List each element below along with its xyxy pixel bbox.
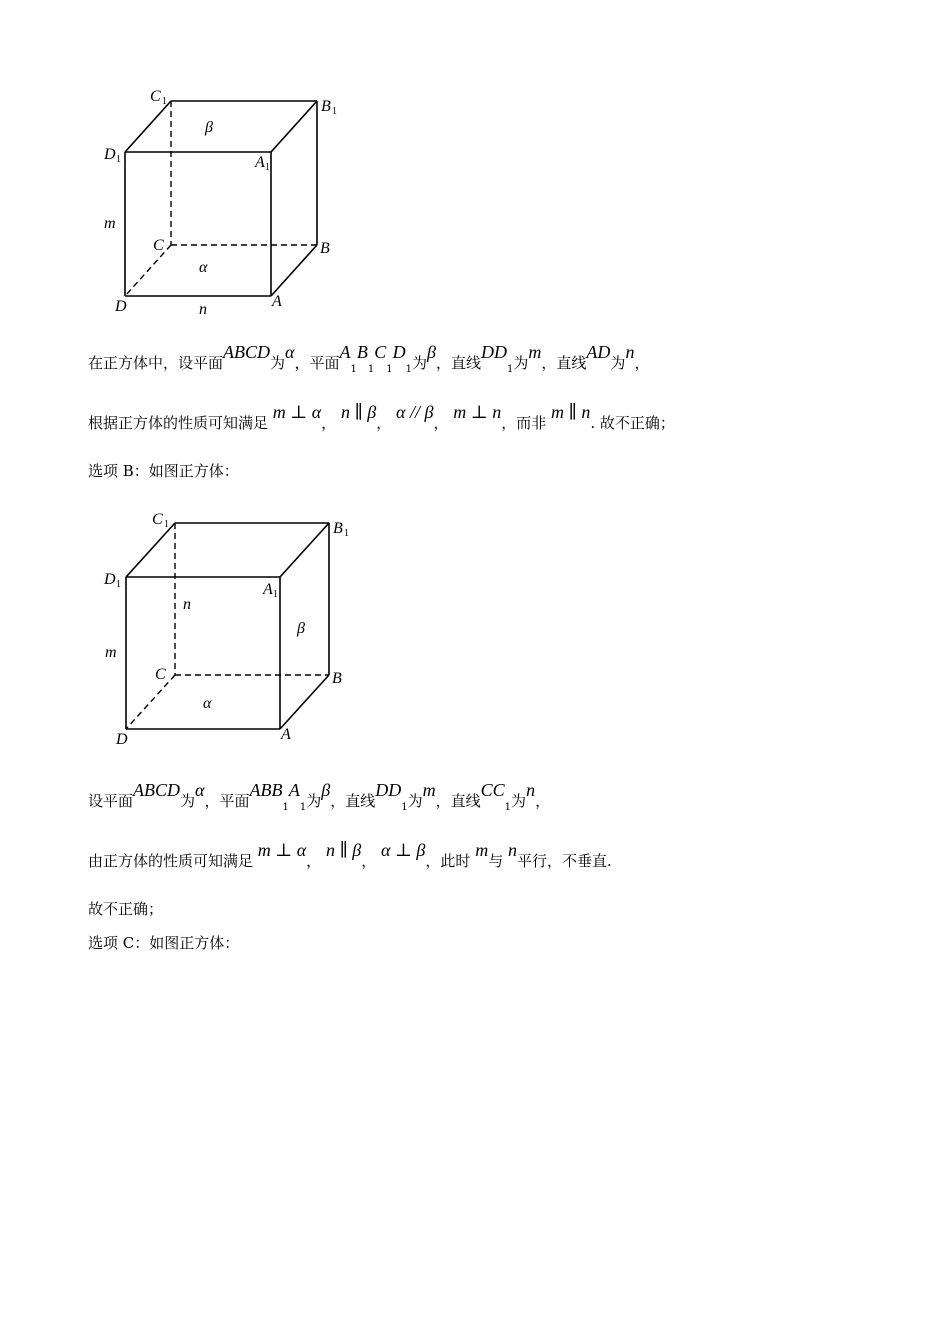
label-D1-sub: 1 xyxy=(116,579,121,590)
edge-CD-hidden xyxy=(125,245,171,296)
label-C1-sub: 1 xyxy=(164,519,169,530)
text-line-2: 根据正方体的性质可知满足 m ⊥ α， n ∥ β， α // β， m ⊥ n，而非 m ∥ n. 故不正确； xyxy=(88,402,675,432)
edge-C1D1 xyxy=(125,101,171,152)
text-line-7: 选项 C：如图正方体： xyxy=(88,934,240,952)
label-beta: β xyxy=(297,620,305,637)
label-B: B xyxy=(332,670,342,687)
label-B1-sub: 1 xyxy=(332,106,337,117)
text-line-3: 选项 B：如图正方体： xyxy=(88,462,239,480)
label-C: C xyxy=(155,666,166,683)
text-line-5: 由正方体的性质可知满足 m ⊥ α， n ∥ β， α ⊥ β，此时 m与 n平行，不垂直. xyxy=(88,840,612,870)
edge-AB xyxy=(280,675,329,729)
text-line-6: 故不正确； xyxy=(88,900,164,918)
label-n: n xyxy=(183,596,191,613)
label-m: m xyxy=(105,644,117,661)
label-D1: D xyxy=(104,146,116,163)
edge-B1A1 xyxy=(271,101,317,152)
label-B1: B xyxy=(321,98,331,115)
label-n: n xyxy=(199,301,207,318)
label-A1-sub: 1 xyxy=(265,162,270,173)
label-D: D xyxy=(115,298,127,315)
label-alpha: α xyxy=(199,259,208,276)
edge-CD-hidden xyxy=(126,675,175,729)
label-A1: A xyxy=(255,154,265,171)
edge-AB xyxy=(271,245,317,296)
label-alpha: α xyxy=(203,695,212,712)
edge-C1D1 xyxy=(126,523,175,577)
cube-figure-2 xyxy=(95,505,365,750)
text-line-4: 设平面ABCD为α，平面$ABB_1A_1$为β，直线$DD_1$为m，直线$CC_1$为n， xyxy=(88,780,551,813)
label-A: A xyxy=(281,726,291,743)
label-A: A xyxy=(272,293,282,310)
label-C1: C xyxy=(150,88,161,105)
label-A1: A xyxy=(263,581,273,598)
label-B1: B xyxy=(333,520,343,537)
label-C1-sub: 1 xyxy=(162,96,167,107)
edge-B1A1 xyxy=(280,523,329,577)
label-D1-sub: 1 xyxy=(116,154,121,165)
cube-figure-1 xyxy=(95,80,355,325)
label-D1: D xyxy=(104,571,116,588)
label-C1: C xyxy=(152,511,163,528)
label-m: m xyxy=(104,215,116,232)
label-B1-sub: 1 xyxy=(344,528,349,539)
label-D: D xyxy=(116,731,128,748)
label-B: B xyxy=(320,240,330,257)
label-beta: β xyxy=(205,119,213,136)
label-A1-sub: 1 xyxy=(273,589,278,600)
label-C: C xyxy=(153,237,164,254)
text-line-1: 在正方体中，设平面ABCD为α，平面$A_1B_1C_1D_1$为β，直线$DD_1$为m，直线AD为n， xyxy=(88,342,650,375)
